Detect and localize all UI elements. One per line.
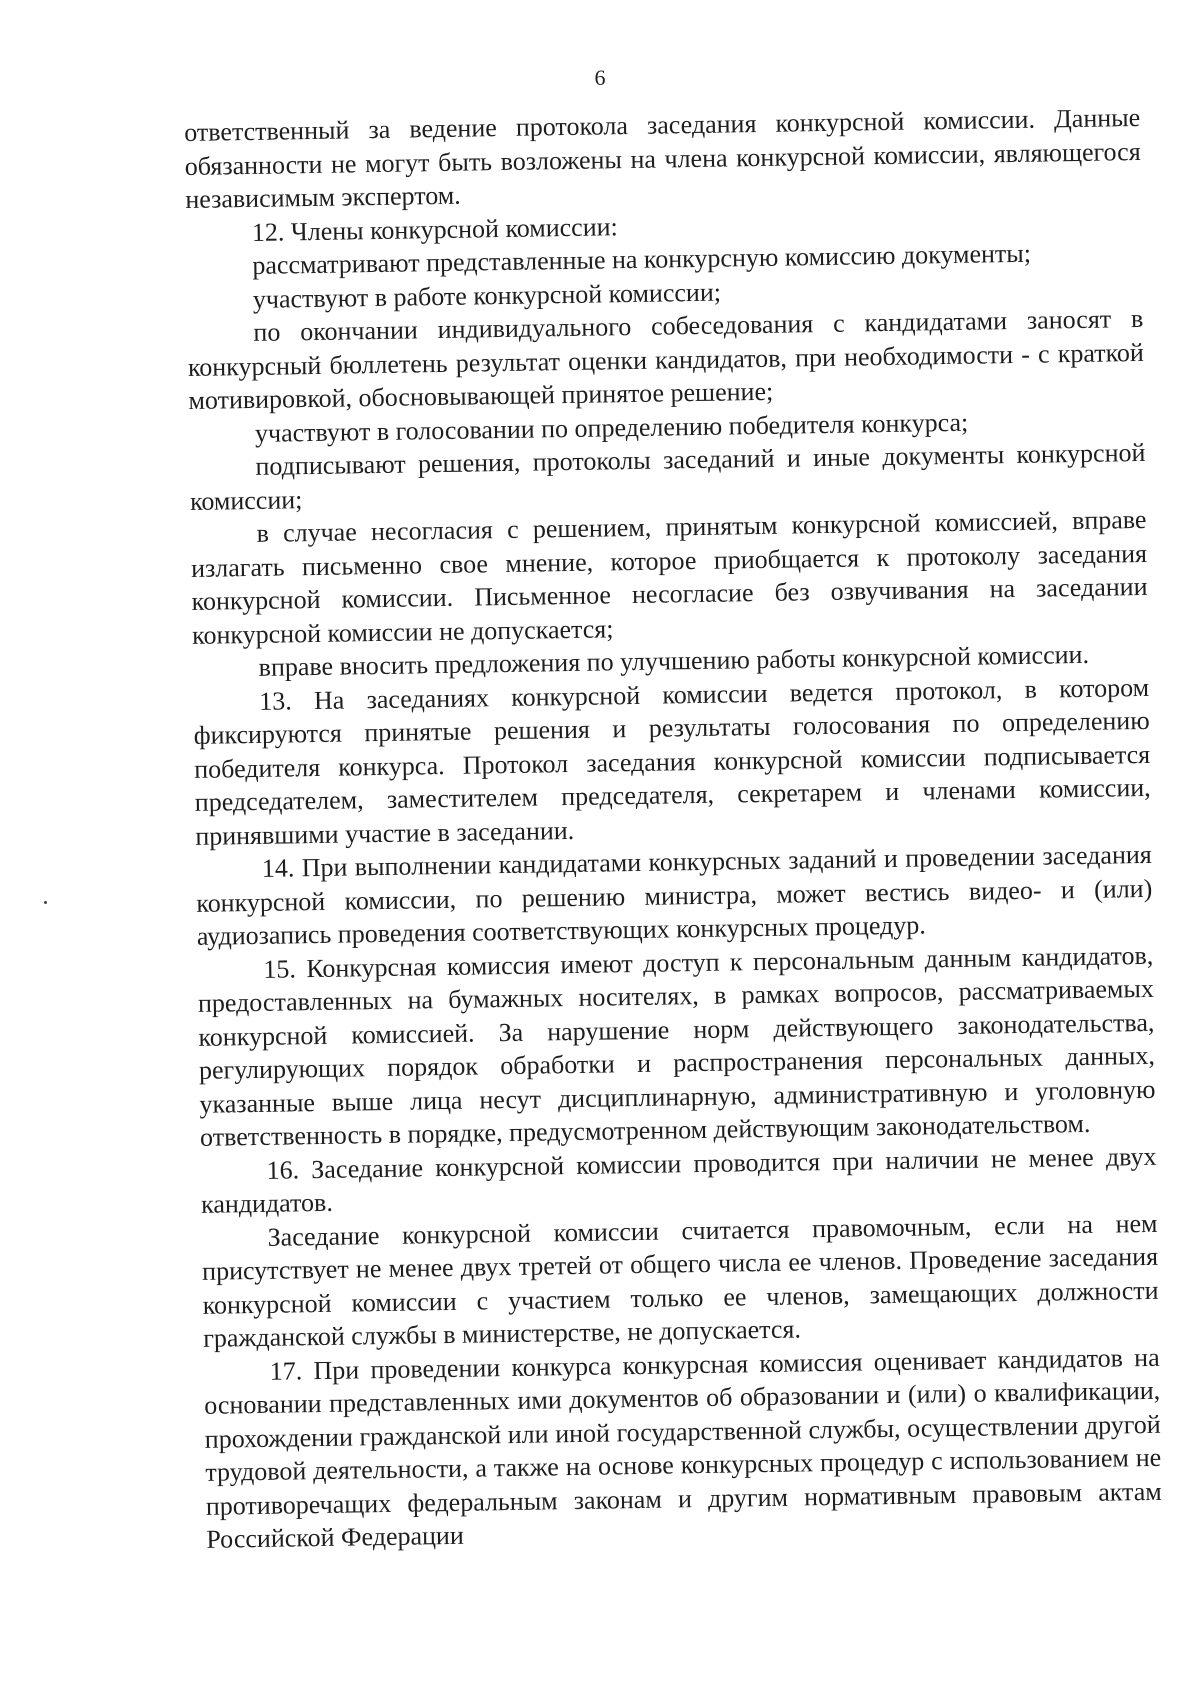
paragraph-clause-17: 17. При проведении конкурса конкурсная комиссия оценивает кандидатов на основании представленных ими документов об образовании и (или) о квалификации, прохождении гражданской или иной государственной службы, осуществлении другой трудовой деятельности, а также на основе конкурсных процедур с использованием не противоречащих федеральным законам и другим нормативным правовым актам Российской Федерации	[204, 1342, 1162, 1554]
paragraph-duty-proposals: вправе вносить предложения по улучшению работы конкурсной комиссии.	[258, 639, 1090, 682]
paragraph-duty-sign: подписывают решения, протоколы заседаний и иные документы конкурсной комиссии;	[189, 437, 1146, 516]
scan-speck	[44, 901, 47, 904]
paragraph-duty-voting: участвуют в голосовании по определению победителя конкурса;	[254, 407, 969, 448]
paragraph-clause-12: 12. Члены конкурсной комиссии:	[251, 211, 618, 247]
paragraph-clause-14: 14. При выполнении кандидатами конкурсных заданий и проведении заседания конкурсной комиссии, по решению министра, может вестись видео- и (или) аудиозапись проведения соответствующих конкурсных процедур.	[196, 839, 1153, 951]
paragraph-duty-ballot: по окончании индивидуального собеседования с кандидатами заносят в конкурсный бюллетень результат оценки кандидатов, при необходимости - с краткой мотивировкой, обосновывающей принятое решение;	[187, 303, 1145, 415]
paragraph-clause-16: 16. Заседание конкурсной комиссии проводится при наличии не менее двух кандидатов.	[200, 1141, 1157, 1219]
page-number: 6	[594, 65, 606, 90]
paragraph-duty-participate: участвуют в работе конкурсной комиссии;	[252, 277, 722, 314]
paragraph-continuation: ответственный за ведение протокола заседания конкурсной комиссии. Данные обязанности не могут быть возложены на члена конкурсной комиссии, являющегося независимым экспертом.	[184, 102, 1141, 214]
document-body	[184, 101, 1163, 1556]
paragraph-duty-review-documents: рассматривают представленные на конкурсную комиссию документы;	[252, 238, 1032, 280]
paragraph-quorum: Заседание конкурсной комиссии считается правомочным, если на нем присутствует не менее двух третей от общего числа ее членов. Проведение заседания конкурсной комиссии с участием только ее членов, замещающих должности гражданской службы в министерстве, не допускается.	[201, 1208, 1159, 1353]
paragraph-clause-15: 15. Конкурсная комиссия имеют доступ к персональным данным кандидатов, предоставленных на бумажных носителях, в рамках вопросов, рассматриваемых конкурсной комиссией. За нарушение норм действующего законодательства, регулирующих порядок обработки и распространения персональных данных, указанные выше лица несут дисциплинарную, административную и уголовную ответственность в порядке, предусмотренном действующим законодательством.	[197, 940, 1156, 1152]
paragraph-clause-13: 13. На заседаниях конкурсной комиссии ведется протокол, в котором фиксируются принятые решения и результаты голосования по определению победителя конкурса. Протокол заседания конкурсной комиссии подписывается председателем, заместителем председателя, секретарем и членами комиссии, принявшими участие в заседании.	[193, 672, 1151, 851]
paragraph-duty-dissent: в случае несогласия с решением, принятым конкурсной комиссией, вправе излагать письменно свое мнение, которое приобщается к протоколу заседания конкурсной комиссии. Письменное несогласие без озвучивания на заседании конкурсной комиссии не допускается;	[190, 504, 1148, 650]
